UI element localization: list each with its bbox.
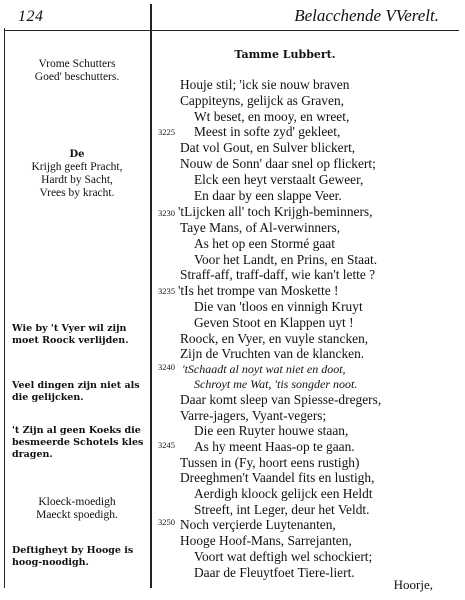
verse-line: Daar komt sleep van Spiesse-dregers,: [180, 392, 382, 407]
margin-note-line: Kloeck-moedigh: [38, 496, 116, 508]
verse-line: Meest in softe zyd' gekleet,: [194, 124, 341, 139]
page-number: 124: [18, 8, 44, 25]
margin-note: [6, 58, 148, 84]
margin-note-line: Deftigheyt by Hooge is: [12, 545, 134, 556]
verse-line: Daar de Fleuytfoet Tiere-liert.: [194, 565, 355, 580]
verse-line: Taye Mans, of Al-verwinners,: [180, 220, 341, 235]
line-number: 3245: [158, 440, 175, 450]
verse-line: Dat vol Gout, en Sulver blickert,: [180, 140, 356, 155]
verse-line: Schroyt me Wat, 'tis songder noot.: [194, 377, 358, 391]
margin-note: [12, 380, 150, 404]
verse-line: As het op een Stormé gaat: [194, 236, 335, 251]
margin-note-line: hoog-noodigh.: [12, 557, 89, 568]
verse-line: Geven Stoot en Klappen uyt !: [194, 315, 354, 330]
verse-line: 'tIs het trompe van Moskette !: [178, 283, 339, 298]
verse-line: Varre-jagers, Vyant-vegers;: [180, 408, 327, 423]
verse-line: Wt beset, en mooy, en wreet,: [194, 109, 350, 124]
running-title: Belacchende VVerelt.: [294, 6, 439, 25]
line-number: 3230: [158, 208, 175, 218]
verse-line: Die van 'tloos en vinnigh Kruyt: [194, 299, 363, 314]
line-number: 3235: [158, 286, 175, 296]
verse-line: Aerdigh kloock gelijck een Heldt: [194, 486, 373, 501]
verse-line: Straff-aff, traff-daff, wie kan't lette ?: [180, 267, 376, 282]
verse-line: Roock, en Vyer, en vuyle stancken,: [180, 331, 369, 346]
line-number: 3240: [158, 362, 175, 372]
verse-line: 'tSchaadt al noyt wat niet en doot,: [182, 362, 346, 376]
margin-note-line: moet Roock verlijden.: [12, 335, 129, 346]
verse-line: Cappiteyns, gelijck as Graven,: [180, 93, 344, 108]
margin-note: [6, 496, 148, 522]
margin-note-line: die gelijcken.: [12, 392, 84, 403]
verse-line: Noch verçierde Luytenanten,: [180, 517, 336, 532]
verse-line: Houje stil; 'ick sie nouw braven: [180, 77, 350, 92]
margin-note: [12, 425, 150, 461]
left-border-rule: [4, 28, 5, 588]
margin-note-line: besmeerde Schotels kles: [12, 437, 144, 448]
verse-line: Voort wat deftigh wel schockiert;: [194, 549, 373, 564]
margin-note-line: 't Zijn al geen Koeks die: [12, 425, 141, 436]
verse-line: Hooge Hoof-Mans, Sarrejanten,: [180, 533, 352, 548]
verse-line: Dreeghmen't Vaandel fits en lustigh,: [180, 470, 375, 485]
verse-line: 'tLijcken all' toch Krijgh-beminners,: [178, 204, 373, 219]
verse-line: As hy meent Haas-op te gaan.: [194, 439, 355, 454]
line-number: 3225: [158, 127, 175, 137]
margin-note-line: Hardt by Sacht,: [41, 174, 113, 186]
catchword: Hoorje,: [393, 577, 433, 592]
margin-note-line: Veel dingen zijn niet als: [12, 380, 140, 391]
speaker-heading: Tamme Lubbert.: [234, 48, 336, 61]
verse-line: Elck een heyt verstaalt Geweer,: [194, 172, 364, 187]
margin-note-line: Krijgh geeft Pracht,: [31, 161, 123, 173]
margin-note-line: Maeckt spoedigh.: [36, 509, 118, 521]
margin-note-line: dragen.: [12, 449, 53, 460]
margin-note: [6, 148, 148, 200]
verse-line: Streeft, int Leger, deur het Veldt.: [194, 502, 370, 517]
margin-note-line: Vrome Schutters: [38, 58, 116, 70]
verse-line: En daar by een slappe Veer.: [194, 188, 342, 203]
verse-line: Nouw de Sonn' daar snel op flickert;: [180, 156, 376, 171]
margin-note: [12, 323, 150, 347]
margin-note-line: Wie by 't Vyer wil zijn: [12, 323, 127, 334]
margin-note-line: Vrees by kracht.: [39, 187, 115, 199]
margin-note-line: Goed' beschutters.: [34, 71, 120, 83]
margin-note-heading: De: [69, 149, 85, 160]
verse-line: Die een Ruyter houwe staan,: [194, 423, 349, 438]
line-number: 3250: [158, 517, 175, 527]
margin-note: [12, 545, 150, 569]
column-divider-rule: [150, 4, 152, 588]
verse-line: Voor het Landt, en Prins, en Staat.: [194, 252, 378, 267]
verse-line: Tussen in (Fy, hoort eens rustigh): [180, 455, 360, 470]
header-rule: [4, 30, 459, 31]
verse-line: Zijn de Vruchten van de klancken.: [180, 346, 365, 361]
